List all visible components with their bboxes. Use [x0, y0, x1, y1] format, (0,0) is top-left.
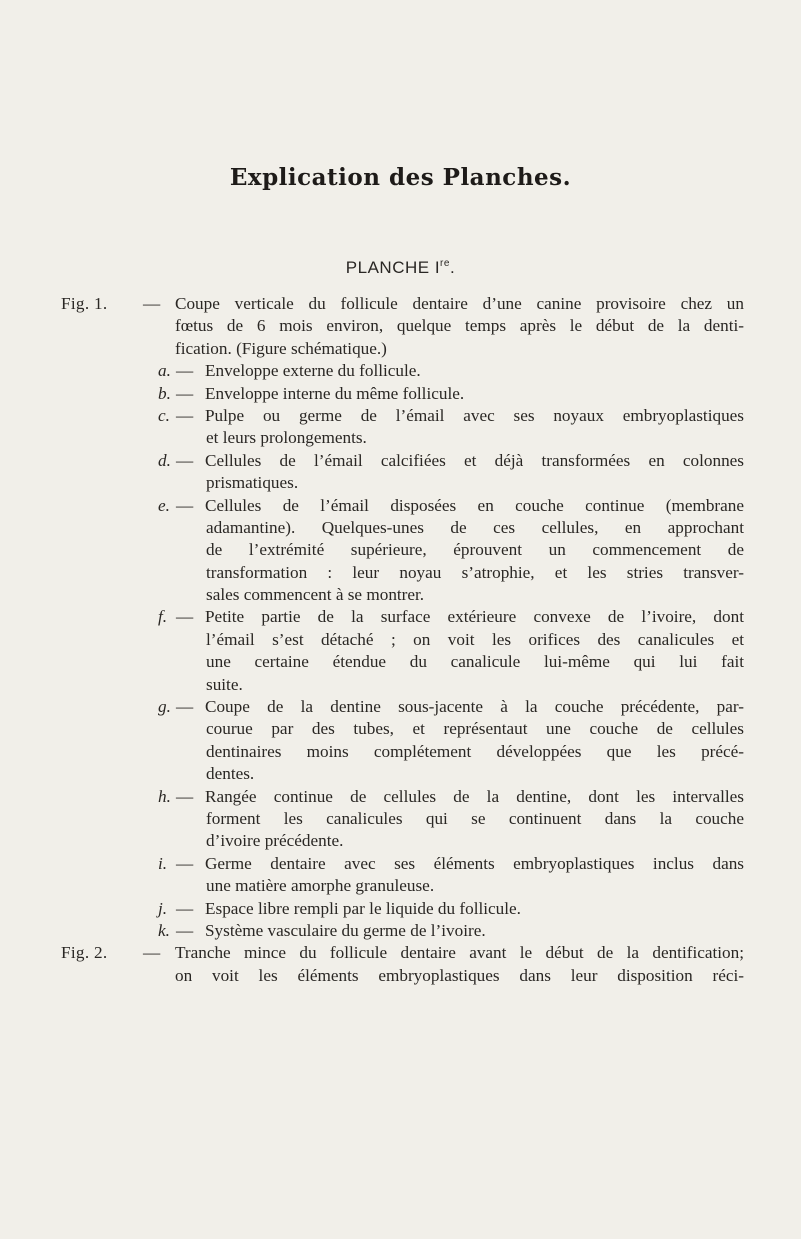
text-line: d’ivoire précédente. — [206, 831, 344, 851]
em-dash: — — [176, 853, 194, 873]
em-dash: — — [176, 898, 194, 918]
em-dash: — — [176, 450, 194, 470]
legend-item-line — [0, 427, 801, 449]
legend-item-line — [0, 898, 801, 920]
text-line: dentes. — [206, 764, 255, 784]
text-line: Pulpe ou germe de l’émail avec ses noyaux embryoplastiques — [205, 405, 744, 425]
legend-item-line — [0, 472, 801, 494]
text-line: on voit les éléments embryoplastiques dans leur disposition réci- — [175, 965, 744, 985]
legend-item-line — [0, 853, 801, 875]
legend-item-line — [0, 763, 801, 785]
text-line: une matière amorphe granuleuse. — [206, 876, 435, 896]
em-dash: — — [176, 697, 194, 717]
figure-entry-line — [0, 293, 801, 315]
plate-explanation-text — [0, 293, 801, 987]
legend-letter: c. — [158, 405, 170, 425]
text-line: suite. — [206, 674, 243, 694]
legend-letter: j. — [158, 898, 168, 918]
legend-item-line — [0, 808, 801, 830]
legend-item-line — [0, 383, 801, 405]
legend-item-line — [0, 786, 801, 808]
legend-letter: a. — [158, 361, 171, 381]
text-line: Espace libre rempli par le liquide du follicule. — [205, 898, 521, 918]
em-dash: — — [176, 786, 194, 806]
text-line: Rangée continue de cellules de la dentine, dont les intervalles — [205, 786, 744, 806]
legend-letter: e. — [158, 495, 170, 515]
em-dash: — — [143, 943, 161, 963]
legend-item-line — [0, 920, 801, 942]
text-line: de l’extrémité supérieure, éprouvent un commencement de — [206, 540, 744, 560]
text-line: l’émail s’est détaché ; on voit les orifices des canalicules et — [206, 629, 744, 649]
legend-item-line — [0, 629, 801, 651]
legend-item-line — [0, 584, 801, 606]
plate-heading-text: PLANCHE I — [345, 258, 441, 277]
figure-label: Fig. 1. — [61, 294, 108, 313]
text-line: courue par des tubes, et représentaut une couche de cellules — [206, 719, 744, 739]
legend-item-line — [0, 696, 801, 718]
text-line: transformation : leur noyau s’atrophie, et les stries transver- — [206, 562, 744, 582]
em-dash: — — [176, 920, 194, 940]
page-title: Explication des Planches. — [229, 164, 572, 191]
text-line: Tranche mince du follicule dentaire avant le début de la dentification; — [175, 943, 744, 963]
figure-entry-line — [0, 315, 801, 337]
text-line: sales commencent à se montrer. — [206, 585, 425, 605]
legend-letter: f. — [158, 607, 168, 627]
em-dash: — — [176, 495, 194, 515]
plate-heading-superscript: re — [440, 258, 450, 269]
text-line: Enveloppe externe du follicule. — [205, 361, 421, 381]
figure-entry-line — [0, 965, 801, 987]
em-dash: — — [176, 607, 194, 627]
plate-heading-end: . — [449, 258, 456, 277]
figure-entry-line — [0, 338, 801, 360]
legend-letter: i. — [158, 853, 168, 873]
text-line: prismatiques. — [206, 473, 299, 493]
legend-letter: d. — [158, 450, 171, 470]
legend-letter: b. — [158, 383, 171, 403]
text-line: Petite partie de la surface extérieure convexe de l’ivoire, dont — [205, 607, 744, 627]
text-line: Coupe de la dentine sous-jacente à la couche précédente, par- — [205, 697, 744, 717]
text-line: Germe dentaire avec ses éléments embryoplastiques inclus dans — [205, 853, 744, 873]
text-line: dentinaires moins complétement développées que les précé- — [206, 741, 744, 761]
legend-letter: k. — [158, 920, 170, 940]
legend-letter: g. — [158, 697, 171, 717]
plate-heading — [0, 258, 801, 278]
text-line: Coupe verticale du follicule dentaire d’une canine provisoire chez un — [175, 294, 744, 313]
text-line: et leurs prolongements. — [206, 428, 367, 448]
text-line: Système vasculaire du germe de l’ivoire. — [205, 920, 486, 940]
figure-entry-line — [0, 942, 801, 964]
text-line: Cellules de l’émail calcifiées et déjà transformées en colonnes — [205, 450, 744, 470]
legend-item-line — [0, 360, 801, 382]
legend-item-line — [0, 674, 801, 696]
text-line: forment les canalicules qui se continuent dans la couche — [206, 808, 744, 828]
text-line: fœtus de 6 mois environ, quelque temps après le début de la denti- — [175, 316, 744, 336]
legend-item-line — [0, 830, 801, 852]
em-dash: — — [176, 361, 194, 381]
legend-item-line — [0, 741, 801, 763]
legend-item-line — [0, 495, 801, 517]
legend-item-line — [0, 450, 801, 472]
legend-item-line — [0, 875, 801, 897]
text-line: Enveloppe interne du même follicule. — [205, 383, 465, 403]
legend-item-line — [0, 405, 801, 427]
text-line: Cellules de l’émail disposées en couche continue (membrane — [205, 495, 744, 515]
legend-item-line — [0, 517, 801, 539]
legend-item-line — [0, 539, 801, 561]
legend-item-line — [0, 718, 801, 740]
text-line: une certaine étendue du canalicule lui-même qui lui fait — [206, 652, 744, 672]
legend-letter: h. — [158, 786, 171, 806]
em-dash: — — [143, 294, 161, 313]
em-dash: — — [176, 405, 194, 425]
em-dash: — — [176, 383, 194, 403]
legend-item-line — [0, 606, 801, 628]
text-line: adamantine). Quelques-unes de ces cellules, en approchant — [206, 517, 744, 537]
legend-item-line — [0, 562, 801, 584]
text-line: fication. (Figure schématique.) — [175, 338, 387, 358]
legend-item-line — [0, 651, 801, 673]
figure-label: Fig. 2. — [61, 943, 108, 963]
